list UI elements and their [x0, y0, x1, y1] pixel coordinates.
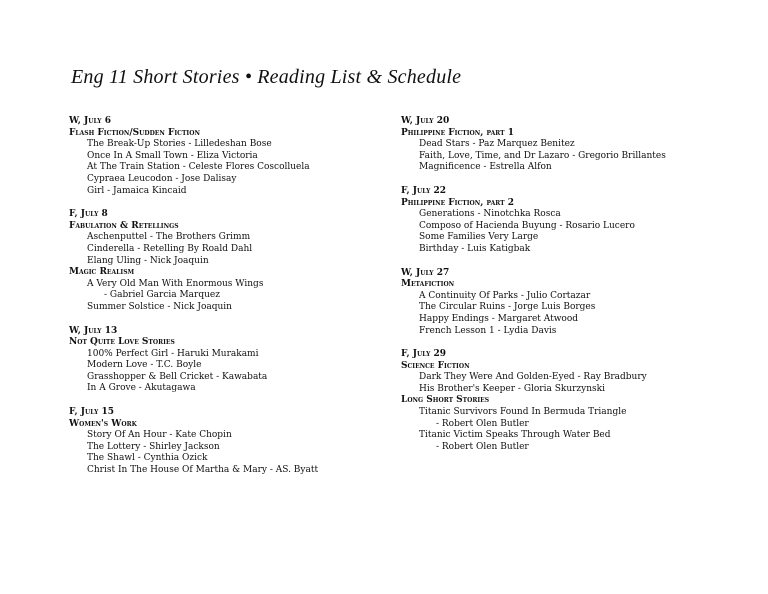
- schedule-column-left: [69, 116, 389, 489]
- reading-item: Grasshopper & Bell Cricket - Kawabata: [87, 371, 268, 382]
- schedule-day: [69, 407, 389, 477]
- reading-item: Cypraea Leucodon - Jose Dalisay: [87, 173, 237, 184]
- day-date: W, July 13: [69, 325, 118, 336]
- schedule-day: [69, 326, 389, 396]
- reading-item: His Brother's Keeper - Gloria Skurzynski: [419, 383, 606, 394]
- reading-item: Birthday - Luis Katigbak: [419, 243, 531, 254]
- reading-item: Elang Uling - Nick Joaquin: [87, 255, 209, 266]
- reading-item: Magnificence - Estrella Alfon: [419, 162, 552, 173]
- day-date: F, July 29: [401, 349, 447, 360]
- schedule-day: [401, 268, 741, 338]
- reading-item: The Break-Up Stories - Lilledeshan Bose: [87, 139, 272, 150]
- category-heading: Metafiction: [401, 279, 455, 290]
- day-date: W, July 20: [401, 116, 450, 126]
- page-title: Eng 11 Short Stories • Reading List & Schedule: [71, 66, 462, 88]
- reading-item: Faith, Love, Time, and Dr Lazaro - Gregorio Brillantes: [419, 150, 666, 161]
- reading-item: Generations - Ninotchka Rosca: [419, 209, 561, 220]
- day-date: F, July 8: [69, 209, 108, 220]
- reading-item: Titanic Victim Speaks Through Water Bed: [419, 430, 611, 441]
- category-heading: Fabulation & Retellings: [69, 220, 179, 231]
- reading-item: Some Families Very Large: [419, 232, 539, 243]
- schedule-day: [401, 116, 741, 174]
- schedule-day: [69, 209, 389, 313]
- reading-item: Titanic Survivors Found In Bermuda Triangle: [419, 407, 627, 418]
- day-date: W, July 6: [69, 116, 111, 126]
- day-date: W, July 27: [401, 267, 450, 278]
- reading-item: Aschenputtel - The Brothers Grimm: [87, 232, 251, 243]
- category-heading: Philippine Fiction, part 1: [401, 127, 514, 138]
- reading-item: 100% Perfect Girl - Haruki Murakami: [87, 348, 259, 359]
- category-heading: Flash Fiction/Sudden Fiction: [69, 127, 200, 138]
- reading-item: Once In A Small Town - Eliza Victoria: [87, 150, 258, 161]
- reading-item: Composo of Hacienda Buyung - Rosario Lucero: [419, 220, 635, 231]
- reading-item: At The Train Station - Celeste Flores Coscolluela: [87, 162, 310, 173]
- schedule-day: [69, 116, 389, 197]
- schedule-day: [401, 186, 741, 256]
- day-date: F, July 15: [69, 407, 115, 418]
- category-heading: Women's Work: [69, 418, 137, 429]
- reading-item: Girl - Jamaica Kincaid: [87, 185, 187, 196]
- reading-item: The Lottery - Shirley Jackson: [87, 441, 220, 452]
- schedule-day: [401, 349, 741, 453]
- reading-item: Story Of An Hour - Kate Chopin: [87, 430, 232, 441]
- category-heading: Magic Realism: [69, 267, 135, 278]
- reading-item: Dead Stars - Paz Marquez Benitez: [419, 139, 575, 150]
- reading-item: Christ In The House Of Martha & Mary - AS. Byatt: [87, 465, 319, 476]
- reading-item: In A Grove - Akutagawa: [87, 383, 196, 394]
- category-heading: Long Short Stories: [401, 395, 490, 406]
- reading-item: A Very Old Man With Enormous Wings: [87, 278, 264, 289]
- reading-item: A Continuity Of Parks - Julio Cortazar: [419, 290, 591, 301]
- schedule-column-right: [401, 116, 741, 465]
- reading-item: The Shawl - Cynthia Ozick: [87, 453, 208, 464]
- reading-item: Summer Solstice - Nick Joaquin: [87, 301, 232, 312]
- category-heading: Philippine Fiction, part 2: [401, 197, 514, 208]
- reading-item: Dark They Were And Golden-Eyed - Ray Bradbury: [419, 372, 647, 383]
- reading-item: Modern Love - T.C. Boyle: [87, 360, 202, 371]
- day-date: F, July 22: [401, 185, 447, 196]
- reading-item: French Lesson 1 - Lydia Davis: [419, 325, 557, 336]
- reading-item: The Circular Ruins - Jorge Luis Borges: [419, 302, 596, 313]
- reading-item: - Robert Olen Butler: [436, 441, 529, 452]
- category-heading: Science Fiction: [401, 360, 470, 371]
- reading-item: - Robert Olen Butler: [436, 418, 529, 429]
- reading-item: Happy Endings - Margaret Atwood: [419, 313, 579, 324]
- reading-item: Cinderella - Retelling By Roald Dahl: [87, 243, 253, 254]
- category-heading: Not Quite Love Stories: [69, 337, 175, 348]
- reading-item: - Gabriel Garcia Marquez: [104, 290, 220, 301]
